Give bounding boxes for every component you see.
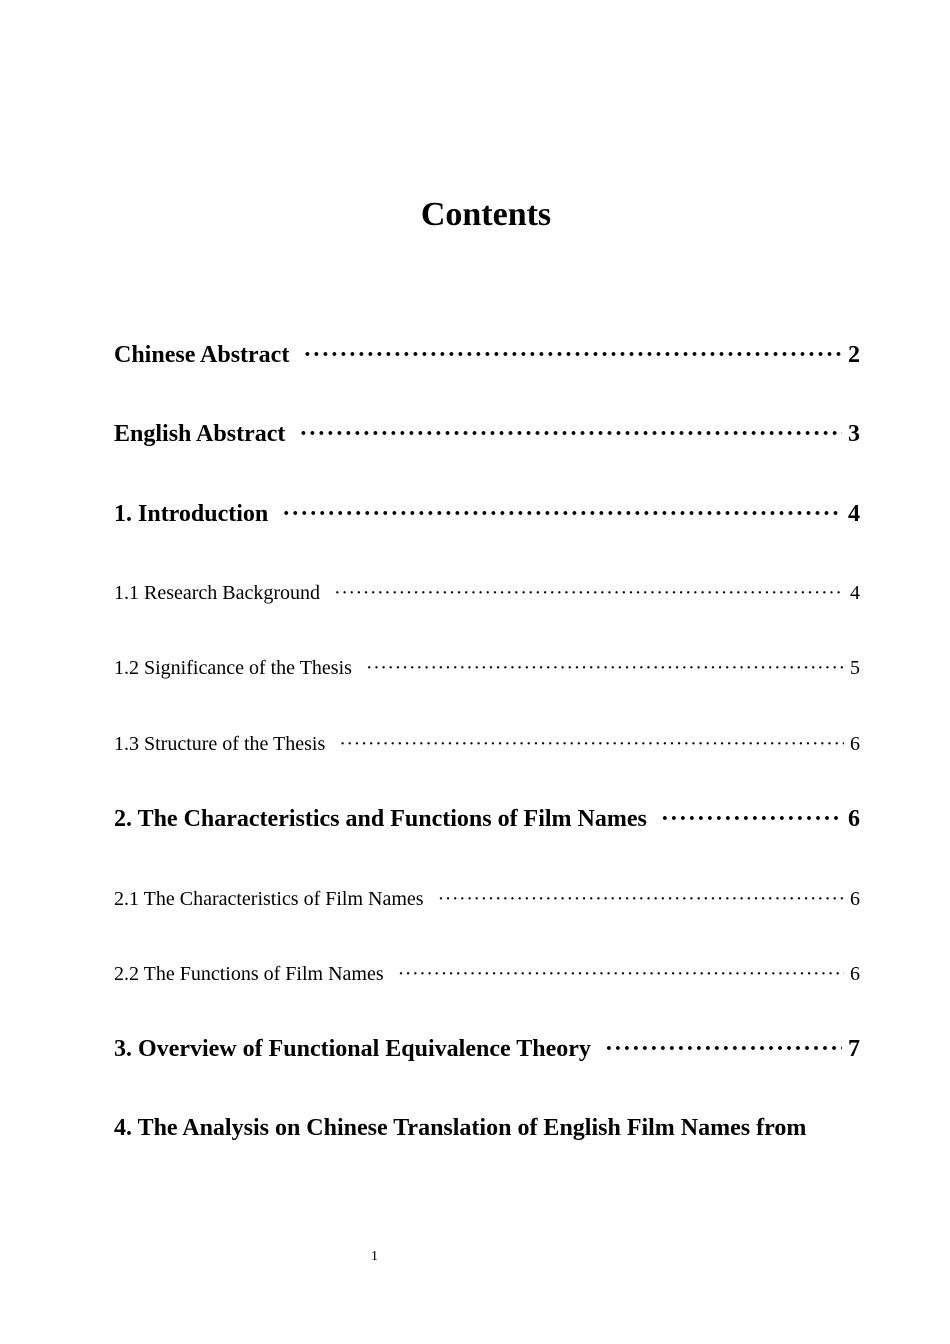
toc-dot-leader: [438, 888, 844, 911]
toc-dot-leader: [605, 1036, 842, 1063]
toc-entry-research-background[interactable]: [114, 582, 860, 605]
toc-entry-characteristics-functions[interactable]: [114, 806, 860, 833]
toc-entry-label: English Abstract: [114, 421, 286, 447]
toc-entry-label: 3. Overview of Functional Equivalence Theory: [114, 1036, 591, 1062]
toc-entry-characteristics[interactable]: [114, 888, 860, 911]
toc-entry-page: 6: [850, 963, 860, 985]
toc-entry-label: 2.2 The Functions of Film Names: [114, 963, 384, 985]
toc-entry-functions[interactable]: [114, 963, 860, 986]
toc-entry-page: 4: [848, 501, 860, 527]
toc-entry-analysis[interactable]: [114, 1115, 860, 1142]
toc-entry-page: 5: [850, 657, 860, 679]
toc-entry-label: Chinese Abstract: [114, 342, 290, 368]
toc-entry-label: 1.2 Significance of the Thesis: [114, 657, 352, 679]
toc-entry-english-abstract[interactable]: [114, 421, 860, 448]
toc-entry-page: 3: [848, 421, 860, 447]
toc-dot-leader: [661, 806, 842, 833]
toc-entry-introduction[interactable]: [114, 501, 860, 528]
toc-entry-page: 6: [850, 888, 860, 910]
toc-entry-page: 6: [848, 806, 860, 832]
toc-entry-functional-equivalence[interactable]: [114, 1036, 860, 1063]
toc-entry-chinese-abstract[interactable]: [114, 342, 860, 369]
toc-dot-leader: [334, 582, 844, 605]
page-title: Contents: [420, 195, 552, 233]
toc-entry-structure[interactable]: [114, 733, 860, 756]
toc-dot-leader: [299, 421, 842, 448]
toc-entry-page: 2: [848, 342, 860, 368]
toc-entry-page: 7: [848, 1036, 860, 1062]
toc-entry-significance[interactable]: [114, 657, 860, 680]
toc-entry-page: 6: [850, 733, 860, 755]
toc-dot-leader: [303, 342, 842, 369]
toc-dot-leader: [366, 657, 844, 680]
toc-entry-label: 1.1 Research Background: [114, 582, 321, 604]
toc-dot-leader: [282, 501, 842, 528]
toc-entry-label: 1. Introduction: [114, 501, 269, 527]
toc-entry-page: 4: [850, 582, 860, 604]
footer-page-number: 1: [371, 1249, 378, 1264]
toc-entry-label: 2. The Characteristics and Functions of Film Names: [114, 806, 647, 832]
toc-entry-label: 1.3 Structure of the Thesis: [114, 733, 326, 755]
toc-dot-leader: [398, 963, 844, 986]
toc-entry-label: 4. The Analysis on Chinese Translation of English Film Names from: [114, 1115, 807, 1141]
toc-entry-label: 2.1 The Characteristics of Film Names: [114, 888, 424, 910]
toc-dot-leader: [339, 733, 844, 756]
